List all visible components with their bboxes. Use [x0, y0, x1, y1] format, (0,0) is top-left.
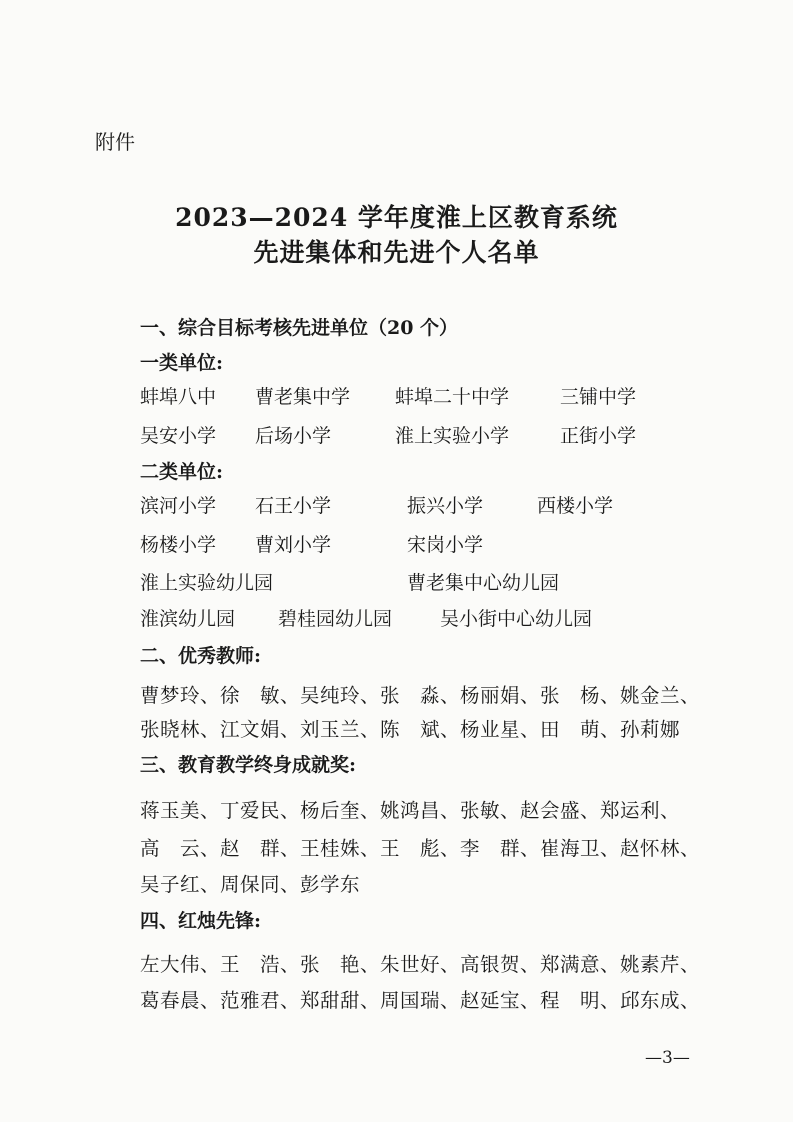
unit-item: 吴小街中心幼儿园 — [440, 608, 593, 630]
unit-item: 淮上实验幼儿园 — [140, 572, 274, 594]
section-1-heading: 一、综合目标考核先进单位（20 个） — [140, 317, 459, 339]
name-list-line: 曹梦玲、徐 敏、吴纯玲、张 淼、杨丽娟、张 杨、姚金兰、 — [140, 684, 701, 707]
document-title-line-2: 先进集体和先进个人名单 — [253, 238, 540, 267]
unit-item: 振兴小学 — [407, 495, 484, 517]
unit-item: 石王小学 — [255, 495, 332, 517]
name-list-line: 葛春晨、范雅君、郑甜甜、周国瑞、赵延宝、程 明、邱东成、 — [140, 989, 701, 1012]
unit-item: 宋岗小学 — [407, 534, 484, 556]
unit-item: 碧桂园幼儿园 — [278, 608, 393, 630]
class-1-label: 一类单位: — [140, 352, 224, 374]
class-2-label: 二类单位: — [140, 461, 224, 483]
unit-item: 后场小学 — [255, 425, 332, 447]
unit-item: 曹老集中学 — [255, 386, 351, 408]
unit-item: 西楼小学 — [537, 495, 614, 517]
unit-item: 蚌埠二十中学 — [395, 386, 510, 408]
unit-item: 正街小学 — [560, 425, 637, 447]
section-2-heading: 二、优秀教师: — [140, 645, 262, 667]
section-4-heading: 四、红烛先锋: — [140, 910, 262, 932]
unit-item: 三铺中学 — [560, 386, 637, 408]
unit-item: 蚌埠八中 — [140, 386, 217, 408]
unit-item: 淮上实验小学 — [395, 425, 510, 447]
page-number: —3— — [645, 1048, 690, 1068]
unit-item: 曹老集中心幼儿园 — [407, 572, 560, 594]
unit-item: 滨河小学 — [140, 495, 217, 517]
name-list-line: 张晓林、江文娟、刘玉兰、陈 斌、杨业星、田 萌、孙莉娜 — [140, 718, 681, 741]
unit-item: 淮滨幼儿园 — [140, 608, 236, 630]
section-3-heading: 三、教育教学终身成就奖: — [140, 754, 357, 776]
unit-item: 吴安小学 — [140, 425, 217, 447]
name-list-line: 蒋玉美、丁爱民、杨后奎、姚鸿昌、张敏、赵会盛、郑运利、 — [140, 799, 681, 822]
unit-item: 杨楼小学 — [140, 534, 217, 556]
name-list-line: 高 云、赵 群、王桂姝、王 彪、李 群、崔海卫、赵怀林、 — [140, 837, 701, 860]
document-title-line-1: 2023—2024 学年度淮上区教育系统 — [175, 203, 618, 232]
attachment-label: 附件 — [95, 130, 135, 154]
name-list-line: 左大伟、王 浩、张 艳、朱世好、高银贺、郑满意、姚素芹、 — [140, 953, 701, 976]
unit-item: 曹刘小学 — [255, 534, 332, 556]
name-list-line: 吴子红、周保同、彭学东 — [140, 873, 361, 896]
